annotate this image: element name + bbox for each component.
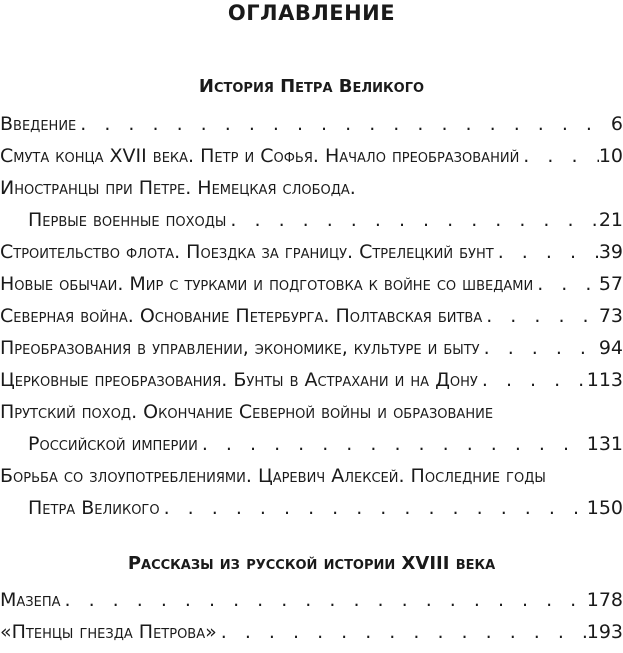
- toc-entry: [0, 172, 623, 204]
- toc-entry-title: Введение: [0, 113, 77, 135]
- toc-entry: [0, 236, 623, 268]
- dot-leader: [519, 140, 599, 172]
- dot-leader: [61, 584, 587, 616]
- toc-entry-page: 39: [598, 241, 623, 263]
- dot-leader: [482, 300, 599, 332]
- toc-entry: [0, 140, 623, 172]
- toc-entry-title: Петра Великого: [28, 497, 160, 519]
- toc-entry-title: Мазепа: [0, 589, 61, 611]
- dot-leader: [76, 108, 611, 140]
- toc-entry: [0, 364, 623, 396]
- toc-entry: [0, 460, 623, 492]
- toc-entry-title: Борьба со злоупотреблениями. Царевич Алексей. Последние годы: [0, 465, 546, 487]
- toc-entry-page: 131: [586, 433, 623, 455]
- toc-entry: [0, 204, 623, 236]
- toc-entry-page: 150: [586, 497, 623, 519]
- toc-entry: [0, 268, 623, 300]
- toc-entry-page: 94: [598, 337, 623, 359]
- dot-leader: [533, 268, 599, 300]
- toc-entry-title: Иностранцы при Петре. Немецкая слобода.: [0, 177, 356, 199]
- toc-entry-page: 193: [586, 621, 623, 643]
- toc-entry-title: Прутский поход. Окончание Северной войны и образование: [0, 401, 494, 423]
- dot-leader: [494, 236, 599, 268]
- dot-leader: [217, 616, 587, 648]
- toc-entry-page: 73: [598, 305, 623, 327]
- toc-heading: ОГЛАВЛЕНИЕ: [227, 1, 396, 25]
- toc-entry: [0, 616, 623, 648]
- toc-entry: [0, 300, 623, 332]
- toc-entry-page: 21: [598, 209, 623, 231]
- toc-entry: [0, 332, 623, 364]
- dot-leader: [160, 492, 587, 524]
- toc-entry: [0, 396, 623, 428]
- toc-entry-title: «Птенцы гнезда Петрова»: [0, 621, 217, 643]
- toc-entry-page: 6: [610, 113, 623, 135]
- toc-entry: [0, 428, 623, 460]
- toc-entry-title: Северная война. Основание Петербурга. Полтавская битва: [0, 305, 483, 327]
- dot-leader: [198, 428, 587, 460]
- dot-leader: [480, 332, 599, 364]
- toc-entry-title: Церковные преобразования. Бунты в Астрахани и на Дону: [0, 369, 478, 391]
- toc-entry: [0, 584, 623, 616]
- dot-leader: [478, 364, 587, 396]
- toc-entry-title: Новые обычаи. Мир с турками и подготовка к войне со шведами: [0, 273, 534, 295]
- toc-entry-title: Первые военные походы: [28, 209, 227, 231]
- toc-entry: [0, 492, 623, 524]
- toc-entry-title: Преобразования в управлении, экономике, культуре и быту: [0, 337, 480, 359]
- toc-entry-page: 57: [598, 273, 623, 295]
- toc-entry-title: Строительство флота. Поездка за границу. Стрелецкий бунт: [0, 241, 494, 263]
- toc-entry-page: 178: [586, 589, 623, 611]
- toc-entry-title: Российской империи: [28, 433, 198, 455]
- toc-entry: [0, 108, 623, 140]
- dot-leader: [226, 204, 598, 236]
- toc-entry-page: 10: [598, 145, 623, 167]
- section-title: История Петра Великого: [198, 76, 425, 97]
- toc-entry-page: 113: [586, 369, 623, 391]
- toc-entry-title: Смута конца XVII века. Петр и Софья. Начало преобразований: [0, 145, 520, 167]
- section-title: Рассказы из русской истории XVIII века: [127, 553, 496, 574]
